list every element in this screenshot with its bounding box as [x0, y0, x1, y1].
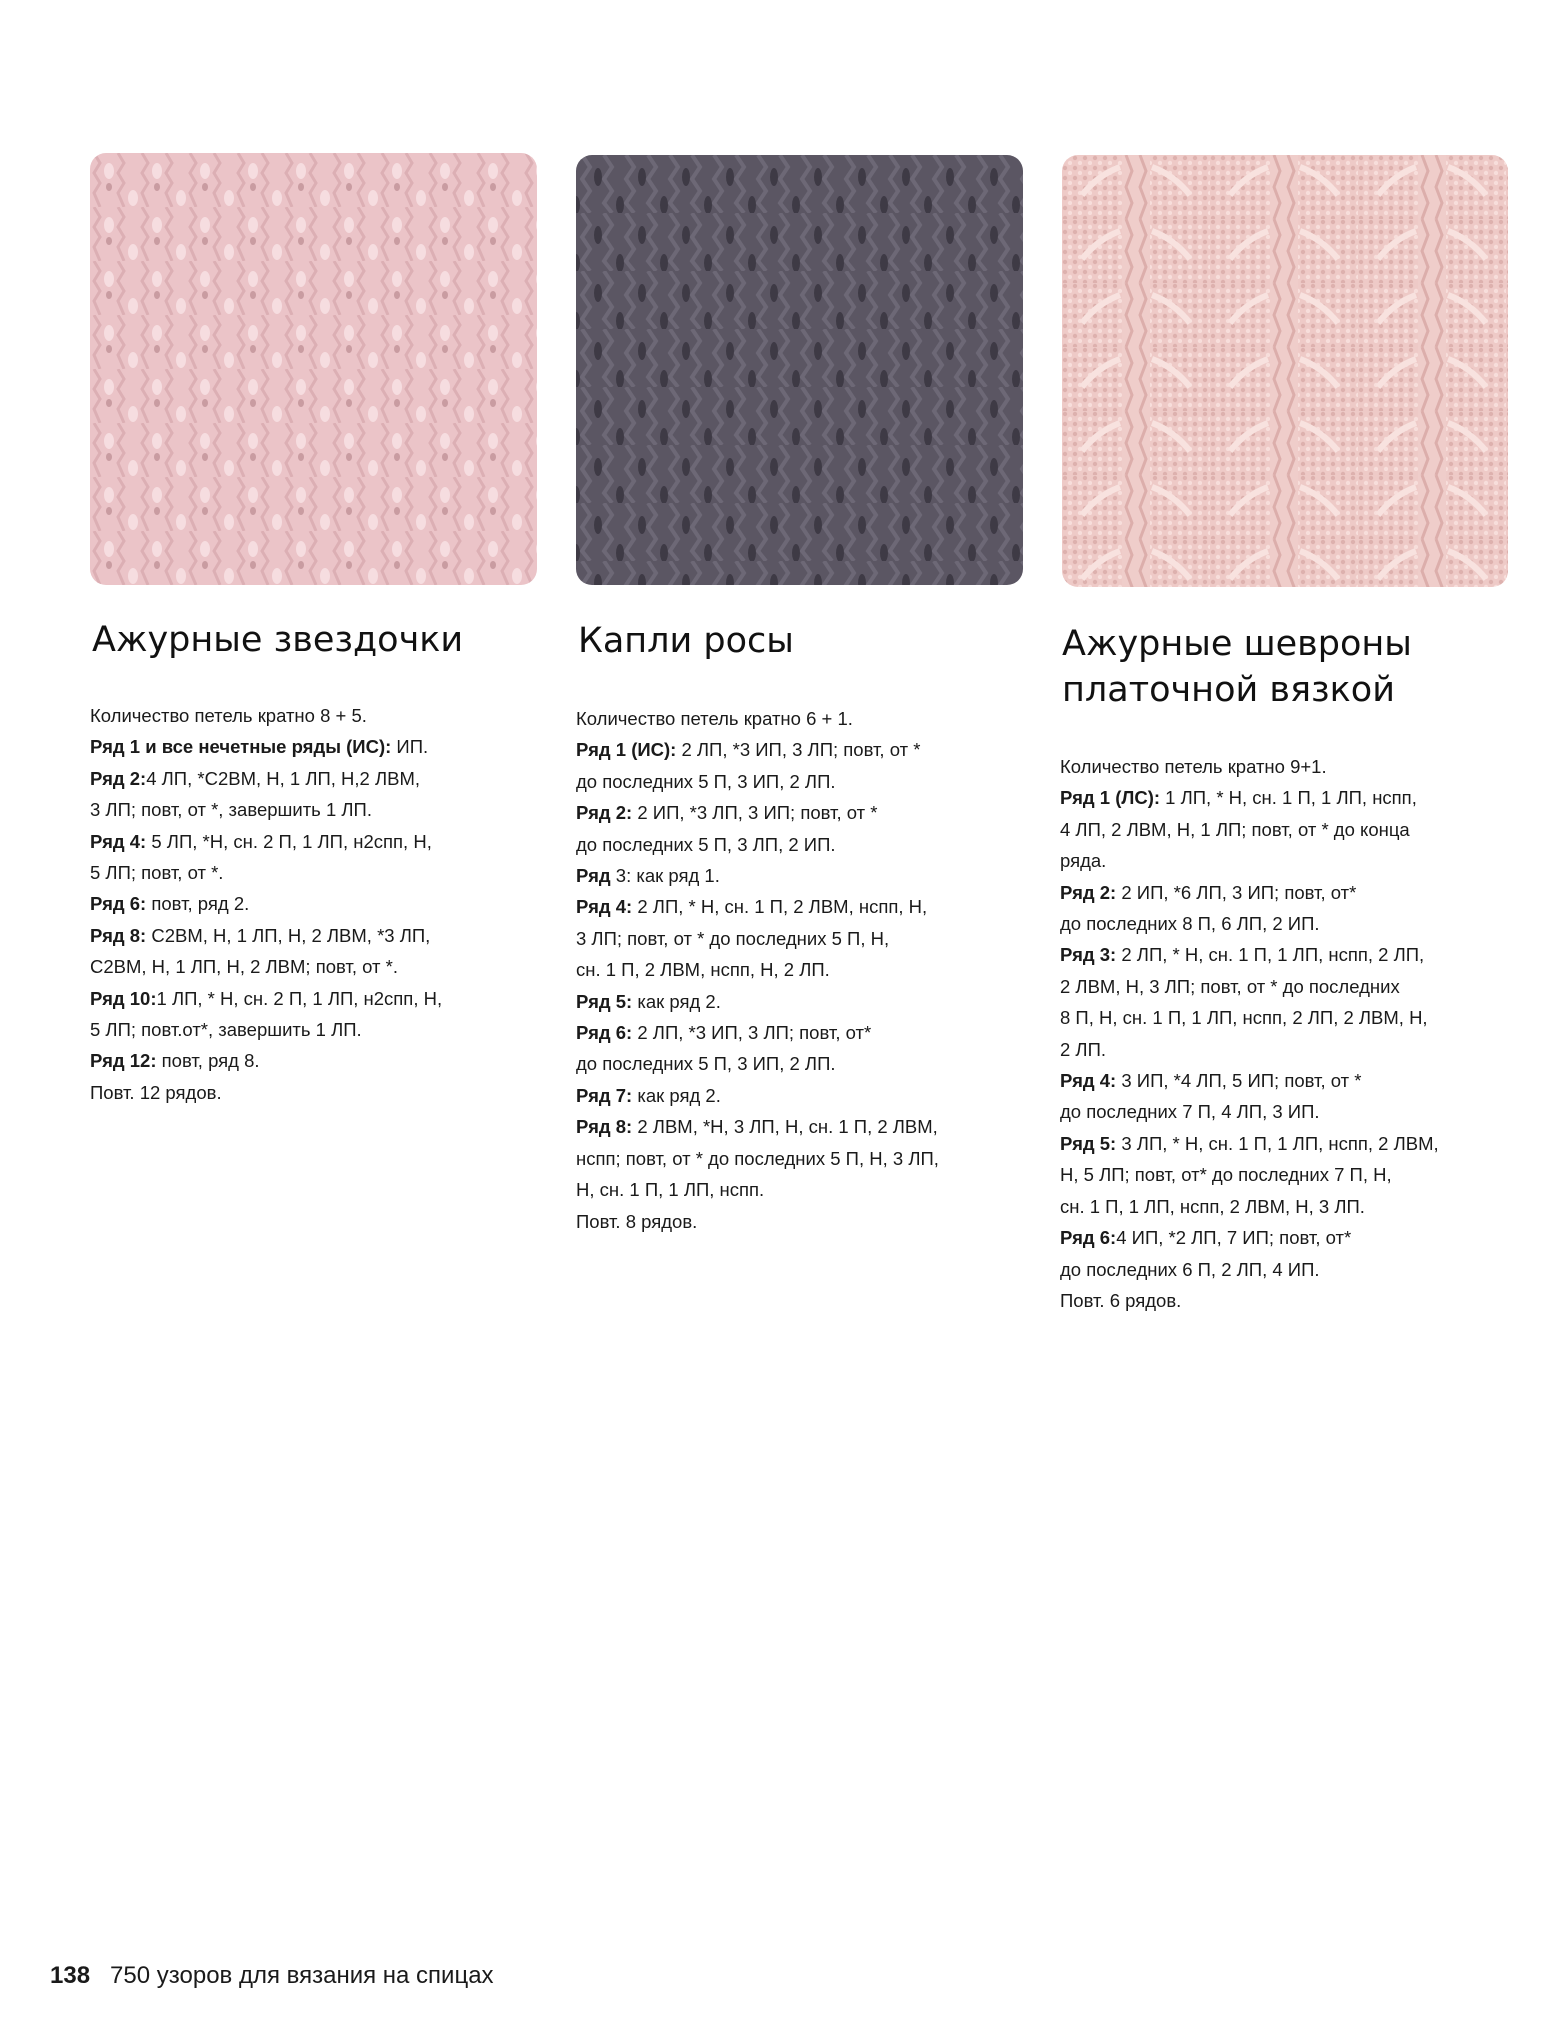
instruction-text: 2 ЛП. — [1060, 1038, 1107, 1060]
instruction-line — [90, 983, 442, 1014]
instruction-line — [1060, 1159, 1439, 1190]
instruction-text: 2 ЛП, * Н, сн. 1 П, 2 ЛВМ, нспп, Н, — [632, 896, 928, 918]
pattern-title: Ажурные шевроны платочной вязкой — [1062, 624, 1412, 710]
instruction-line — [90, 920, 442, 951]
instruction-text: до последних 7 П, 4 ЛП, 3 ИП. — [1060, 1101, 1320, 1123]
instruction-line — [1060, 1254, 1439, 1285]
instruction-line — [576, 829, 939, 860]
instruction-line — [90, 1014, 442, 1045]
instruction-line — [576, 954, 939, 985]
book-title: 750 узоров для вязания на спицах — [110, 1962, 494, 1989]
instruction-line — [90, 794, 442, 825]
page-footer — [50, 1961, 494, 1991]
instruction-text: 3 ЛП; повт, от *, завершить 1 ЛП. — [90, 799, 372, 821]
row-label: Ряд 10: — [90, 987, 157, 1009]
row-label: Ряд 6: — [1060, 1227, 1117, 1249]
instruction-text: до последних 8 П, 6 ЛП, 2 ИП. — [1060, 913, 1320, 935]
instruction-line — [1060, 1034, 1439, 1065]
instruction-line — [90, 731, 442, 762]
instruction-line — [576, 1143, 939, 1174]
pattern-title: Ажурные звездочки — [92, 620, 464, 660]
instruction-line — [90, 951, 442, 982]
instruction-line — [1060, 1065, 1439, 1096]
instruction-text: нспп; повт, от * до последних 5 П, Н, 3 ЛП, — [576, 1147, 939, 1169]
instruction-text: как ряд 2. — [632, 990, 721, 1012]
row-label: Ряд 6: — [90, 893, 147, 915]
instruction-line — [576, 923, 939, 954]
instruction-line — [90, 1077, 442, 1108]
pattern-title: Капли росы — [578, 621, 794, 661]
instruction-text: 2 ЛВМ, *Н, 3 ЛП, Н, сн. 1 П, 2 ЛВМ, — [632, 1116, 938, 1138]
instruction-text: до последних 5 П, 3 ИП, 2 ЛП. — [576, 1053, 836, 1075]
instruction-text: 4 ЛП, 2 ЛВМ, Н, 1 ЛП; повт, от * до конца — [1060, 818, 1410, 840]
instruction-line — [576, 1174, 939, 1205]
instruction-text: до последних 6 П, 2 ЛП, 4 ИП. — [1060, 1258, 1320, 1280]
instruction-line — [1060, 908, 1439, 939]
instruction-text: 1 ЛП, * Н, сн. 1 П, 1 ЛП, нспп, — [1160, 787, 1417, 809]
instruction-line — [90, 700, 442, 731]
row-label: Ряд 8: — [90, 924, 147, 946]
instruction-line — [90, 763, 442, 794]
instruction-text: ИП. — [391, 736, 429, 758]
instruction-line — [576, 891, 939, 922]
instruction-text: 5 ЛП; повт, от *. — [90, 862, 224, 884]
row-label: Ряд — [576, 865, 611, 887]
instruction-text: Повт. 6 рядов. — [1060, 1289, 1182, 1311]
row-label: Ряд 2: — [90, 767, 147, 789]
instruction-text: 3: как ряд 1. — [610, 865, 720, 887]
row-label: Ряд 4: — [576, 896, 633, 918]
page-number: 138 — [50, 1962, 91, 1989]
instruction-text: Количество петель кратно 9+1. — [1060, 756, 1327, 777]
instruction-text: 2 ЛП, *3 ИП, 3 ЛП; повт, от * — [676, 739, 921, 761]
instruction-line — [1060, 814, 1439, 845]
pattern-instructions — [576, 703, 939, 1237]
instruction-text: 5 ЛП, *Н, сн. 2 П, 1 ЛП, н2спп, Н, — [146, 830, 432, 852]
row-label: Ряд 2: — [576, 802, 633, 824]
instruction-line — [576, 1048, 939, 1079]
instruction-text: Н, 5 ЛП; повт, от* до последних 7 П, Н, — [1060, 1164, 1392, 1186]
instruction-text: С2ВМ, Н, 1 ЛП, Н, 2 ЛВМ; повт, от *. — [90, 956, 398, 978]
row-label: Ряд 2: — [1060, 881, 1117, 903]
instruction-line — [90, 888, 442, 919]
instruction-text: 1 ЛП, * Н, сн. 2 П, 1 ЛП, н2спп, Н, — [156, 987, 443, 1009]
instruction-text: 2 ЛП, * Н, сн. 1 П, 1 ЛП, нспп, 2 ЛП, — [1116, 944, 1425, 966]
row-label: Ряд 3: — [1060, 944, 1117, 966]
instruction-line — [576, 986, 939, 1017]
instruction-line — [1060, 939, 1439, 970]
instruction-text: 4 ЛП, *С2ВМ, Н, 1 ЛП, Н,2 ЛВМ, — [146, 767, 421, 789]
instruction-text: ряда. — [1060, 850, 1107, 872]
swatch-photo-dew-drops — [576, 155, 1023, 585]
instruction-line — [1060, 1002, 1439, 1033]
instruction-line — [576, 797, 939, 828]
row-label: Ряд 4: — [1060, 1070, 1117, 1092]
instruction-line — [576, 734, 939, 765]
instruction-line — [1060, 877, 1439, 908]
instruction-text: Количество петель кратно 6 + 1. — [576, 708, 853, 729]
instruction-line — [90, 1045, 442, 1076]
instruction-line — [1060, 971, 1439, 1002]
instruction-line — [1060, 751, 1439, 782]
instruction-text: 3 ЛП; повт, от * до последних 5 П, Н, — [576, 927, 890, 949]
instruction-text: Повт. 8 рядов. — [576, 1210, 698, 1232]
pattern-instructions — [1060, 751, 1439, 1316]
instruction-line — [1060, 782, 1439, 813]
instruction-line — [576, 1017, 939, 1048]
instruction-line — [576, 1080, 939, 1111]
row-label: Ряд 1 (ЛС): — [1060, 787, 1161, 809]
instruction-line — [576, 1206, 939, 1237]
instruction-text: 2 ИП, *3 ЛП, 3 ИП; повт, от * — [632, 802, 878, 824]
instruction-line — [576, 860, 939, 891]
instruction-text: до последних 5 П, 3 ИП, 2 ЛП. — [576, 770, 836, 792]
row-label: Ряд 4: — [90, 830, 147, 852]
instruction-text: 3 ИП, *4 ЛП, 5 ИП; повт, от * — [1116, 1070, 1362, 1092]
row-label: Ряд 1 и все нечетные ряды (ИС): — [90, 736, 392, 758]
instruction-line — [1060, 1191, 1439, 1222]
row-label: Ряд 5: — [576, 990, 633, 1012]
instruction-text: Повт. 12 рядов. — [90, 1081, 222, 1103]
instruction-line — [1060, 845, 1439, 876]
instruction-text: 4 ИП, *2 ЛП, 7 ИП; повт, от* — [1116, 1227, 1352, 1249]
instruction-text: как ряд 2. — [632, 1084, 721, 1106]
row-label: Ряд 6: — [576, 1022, 633, 1044]
instruction-line — [90, 857, 442, 888]
instruction-text: 8 П, Н, сн. 1 П, 1 ЛП, нспп, 2 ЛП, 2 ЛВМ, Н, — [1060, 1007, 1428, 1029]
instruction-text: 2 ИП, *6 ЛП, 3 ИП; повт, от* — [1116, 881, 1357, 903]
instruction-line — [1060, 1128, 1439, 1159]
instruction-text: 5 ЛП; повт.от*, завершить 1 ЛП. — [90, 1019, 362, 1041]
instruction-text: сн. 1 П, 2 ЛВМ, нспп, Н, 2 ЛП. — [576, 959, 830, 981]
instruction-line — [1060, 1096, 1439, 1127]
instruction-text: 3 ЛП, * Н, сн. 1 П, 1 ЛП, нспп, 2 ЛВМ, — [1116, 1132, 1439, 1154]
instruction-text: повт, ряд 8. — [156, 1050, 260, 1072]
instruction-text: сн. 1 П, 1 ЛП, нспп, 2 ЛВМ, Н, 3 ЛП. — [1060, 1195, 1365, 1217]
instruction-text: до последних 5 П, 3 ЛП, 2 ИП. — [576, 833, 836, 855]
instruction-line — [576, 703, 939, 734]
instruction-line — [576, 766, 939, 797]
row-label: Ряд 1 (ИС): — [576, 739, 677, 761]
instruction-text: Количество петель кратно 8 + 5. — [90, 705, 367, 726]
row-label: Ряд 12: — [90, 1050, 157, 1072]
row-label: Ряд 8: — [576, 1116, 633, 1138]
instruction-line — [1060, 1222, 1439, 1253]
row-label: Ряд 7: — [576, 1084, 633, 1106]
instruction-text: повт, ряд 2. — [146, 893, 250, 915]
instruction-text: 2 ЛВМ, Н, 3 ЛП; повт, от * до последних — [1060, 975, 1400, 997]
instruction-line — [1060, 1285, 1439, 1316]
pattern-instructions — [90, 700, 442, 1108]
instruction-text: С2ВМ, Н, 1 ЛП, Н, 2 ЛВМ, *3 ЛП, — [146, 924, 431, 946]
swatch-photo-openwork-stars — [90, 153, 537, 585]
instruction-text: Н, сн. 1 П, 1 ЛП, нспп. — [576, 1179, 765, 1201]
instruction-line — [576, 1111, 939, 1142]
instruction-line — [90, 826, 442, 857]
instruction-text: 2 ЛП, *3 ИП, 3 ЛП; повт, от* — [632, 1022, 872, 1044]
swatch-photo-garter-chevrons — [1062, 155, 1508, 587]
row-label: Ряд 5: — [1060, 1132, 1117, 1154]
